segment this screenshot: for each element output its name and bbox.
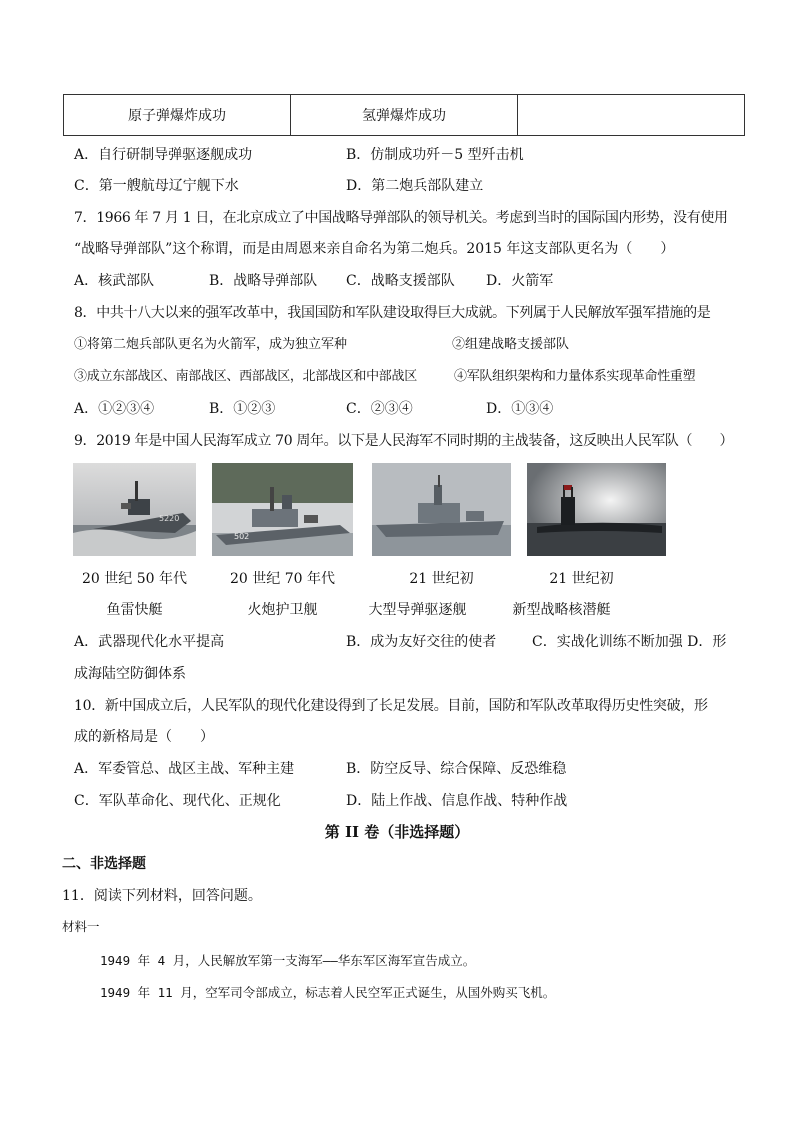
q7-option-d[interactable]: D．火箭军 bbox=[486, 273, 554, 289]
q8-option-d[interactable]: D．①③④ bbox=[486, 401, 554, 417]
answer-table bbox=[63, 94, 745, 136]
photo-2-name: 火炮护卫舰 bbox=[247, 602, 318, 618]
q10-option-d[interactable]: D．陆上作战、信息作战、特种作战 bbox=[346, 793, 568, 809]
submarine-illustration bbox=[527, 463, 666, 556]
volume-ii-title: 第 II 卷（非选择题） bbox=[324, 823, 470, 841]
table-cell-hydrogen-bomb: 氢弹爆炸成功 bbox=[291, 95, 518, 136]
part-two-title: 二、非选择题 bbox=[62, 856, 146, 872]
photo-1-era: 20 世纪 50 年代 bbox=[82, 571, 187, 587]
photo-4-name: 新型战略核潜艇 bbox=[512, 602, 611, 618]
q7-option-c[interactable]: C．战略支援部队 bbox=[346, 273, 455, 289]
q8-option-b[interactable]: B．①②③ bbox=[209, 401, 276, 417]
q9-stem: 9．2019 年是中国人民海军成立 70 周年。以下是人民海军不同时期的主战装备，这反映出人民军队（ ） bbox=[74, 433, 734, 449]
torpedo-boat-photo bbox=[73, 463, 196, 556]
q7-option-b[interactable]: B．战略导弹部队 bbox=[209, 273, 318, 289]
q8-item-3: ③成立东部战区、南部战区、西部战区，北部战区和中部战区 bbox=[74, 369, 417, 384]
q8-item-2: ②组建战略支援部队 bbox=[452, 337, 570, 352]
frigate-photo bbox=[212, 463, 353, 556]
photo-3-era: 21 世纪初 bbox=[409, 571, 474, 587]
q7-option-a[interactable]: A．核武部队 bbox=[74, 273, 155, 289]
photo-1-name: 鱼雷快艇 bbox=[106, 602, 163, 618]
photo-4-era: 21 世纪初 bbox=[549, 571, 614, 587]
q8-option-c[interactable]: C．②③④ bbox=[346, 401, 413, 417]
table-cell-atomic-bomb: 原子弹爆炸成功 bbox=[64, 95, 291, 136]
q8-stem: 8．中共十八大以来的强军改革中，我国国防和军队建设取得巨大成就。下列属于人民解放军强军措施的是 bbox=[74, 305, 711, 321]
q7-stem-line1: 7．1966 年 7 月 1 日，在北京成立了中国战略导弹部队的领导机关。考虑到当时的国际国内形势，没有使用 bbox=[74, 210, 728, 226]
q8-item-4: ④军队组织架构和力量体系实现革命性重塑 bbox=[454, 369, 696, 384]
q7-stem-line2: “战略导弹部队”这个称谓，而是由周恩来亲自命名为第二炮兵。2015 年这支部队更名为（ ） bbox=[74, 241, 675, 257]
destroyer-photo bbox=[372, 463, 511, 556]
photo-2-era: 20 世纪 70 年代 bbox=[230, 571, 335, 587]
q9-option-a[interactable]: A．武器现代化水平提高 bbox=[74, 634, 225, 650]
q10-option-a[interactable]: A．军委管总、战区主战、军种主建 bbox=[74, 761, 295, 777]
q11-stem: 11．阅读下列材料，回答问题。 bbox=[62, 888, 262, 904]
q8-option-a[interactable]: A．①②③④ bbox=[74, 401, 155, 417]
q9-option-d-continued[interactable]: 成海陆空防御体系 bbox=[74, 666, 186, 682]
q9-option-b[interactable]: B．成为友好交往的使者 bbox=[346, 634, 497, 650]
q10-stem-line1: 10．新中国成立后，人民军队的现代化建设得到了长足发展。目前，国防和军队改革取得历史性突破，形 bbox=[74, 698, 708, 714]
q6-option-d[interactable]: D．第二炮兵部队建立 bbox=[346, 178, 484, 194]
material-one-line1: 1949 年 4 月，人民解放军第一支海军——华东军区海军宣告成立。 bbox=[100, 953, 476, 968]
q6-option-c[interactable]: C．第一艘航母辽宁舰下水 bbox=[74, 178, 239, 194]
q9-option-c-d[interactable]: C．实战化训练不断加强 D．形 bbox=[532, 634, 727, 650]
destroyer-illustration bbox=[372, 463, 511, 556]
q10-option-b[interactable]: B．防空反导、综合保障、反恐维稳 bbox=[346, 761, 567, 777]
q10-stem-line2: 成的新格局是（ ） bbox=[74, 729, 214, 745]
table-cell-blank bbox=[518, 95, 745, 136]
frigate-illustration bbox=[212, 463, 353, 556]
q6-option-a[interactable]: A．自行研制导弹驱逐舰成功 bbox=[74, 147, 253, 163]
material-one-label: 材料一 bbox=[62, 919, 100, 934]
hull-number-502: 502 bbox=[234, 532, 250, 541]
q10-option-c[interactable]: C．军队革命化、现代化、正规化 bbox=[74, 793, 281, 809]
photo-3-name: 大型导弹驱逐舰 bbox=[368, 602, 467, 618]
material-one-line2: 1949 年 11 月，空军司令部成立，标志着人民空军正式诞生，从国外购买飞机。 bbox=[100, 985, 556, 1000]
q8-item-1: ①将第二炮兵部队更名为火箭军，成为独立军种 bbox=[74, 337, 348, 352]
hull-number-5220: 5220 bbox=[159, 514, 180, 523]
torpedo-boat-illustration bbox=[73, 463, 196, 556]
submarine-photo bbox=[527, 463, 666, 556]
table-row bbox=[64, 95, 745, 136]
q6-option-b[interactable]: B．仿制成功歼－5 型歼击机 bbox=[346, 147, 524, 163]
